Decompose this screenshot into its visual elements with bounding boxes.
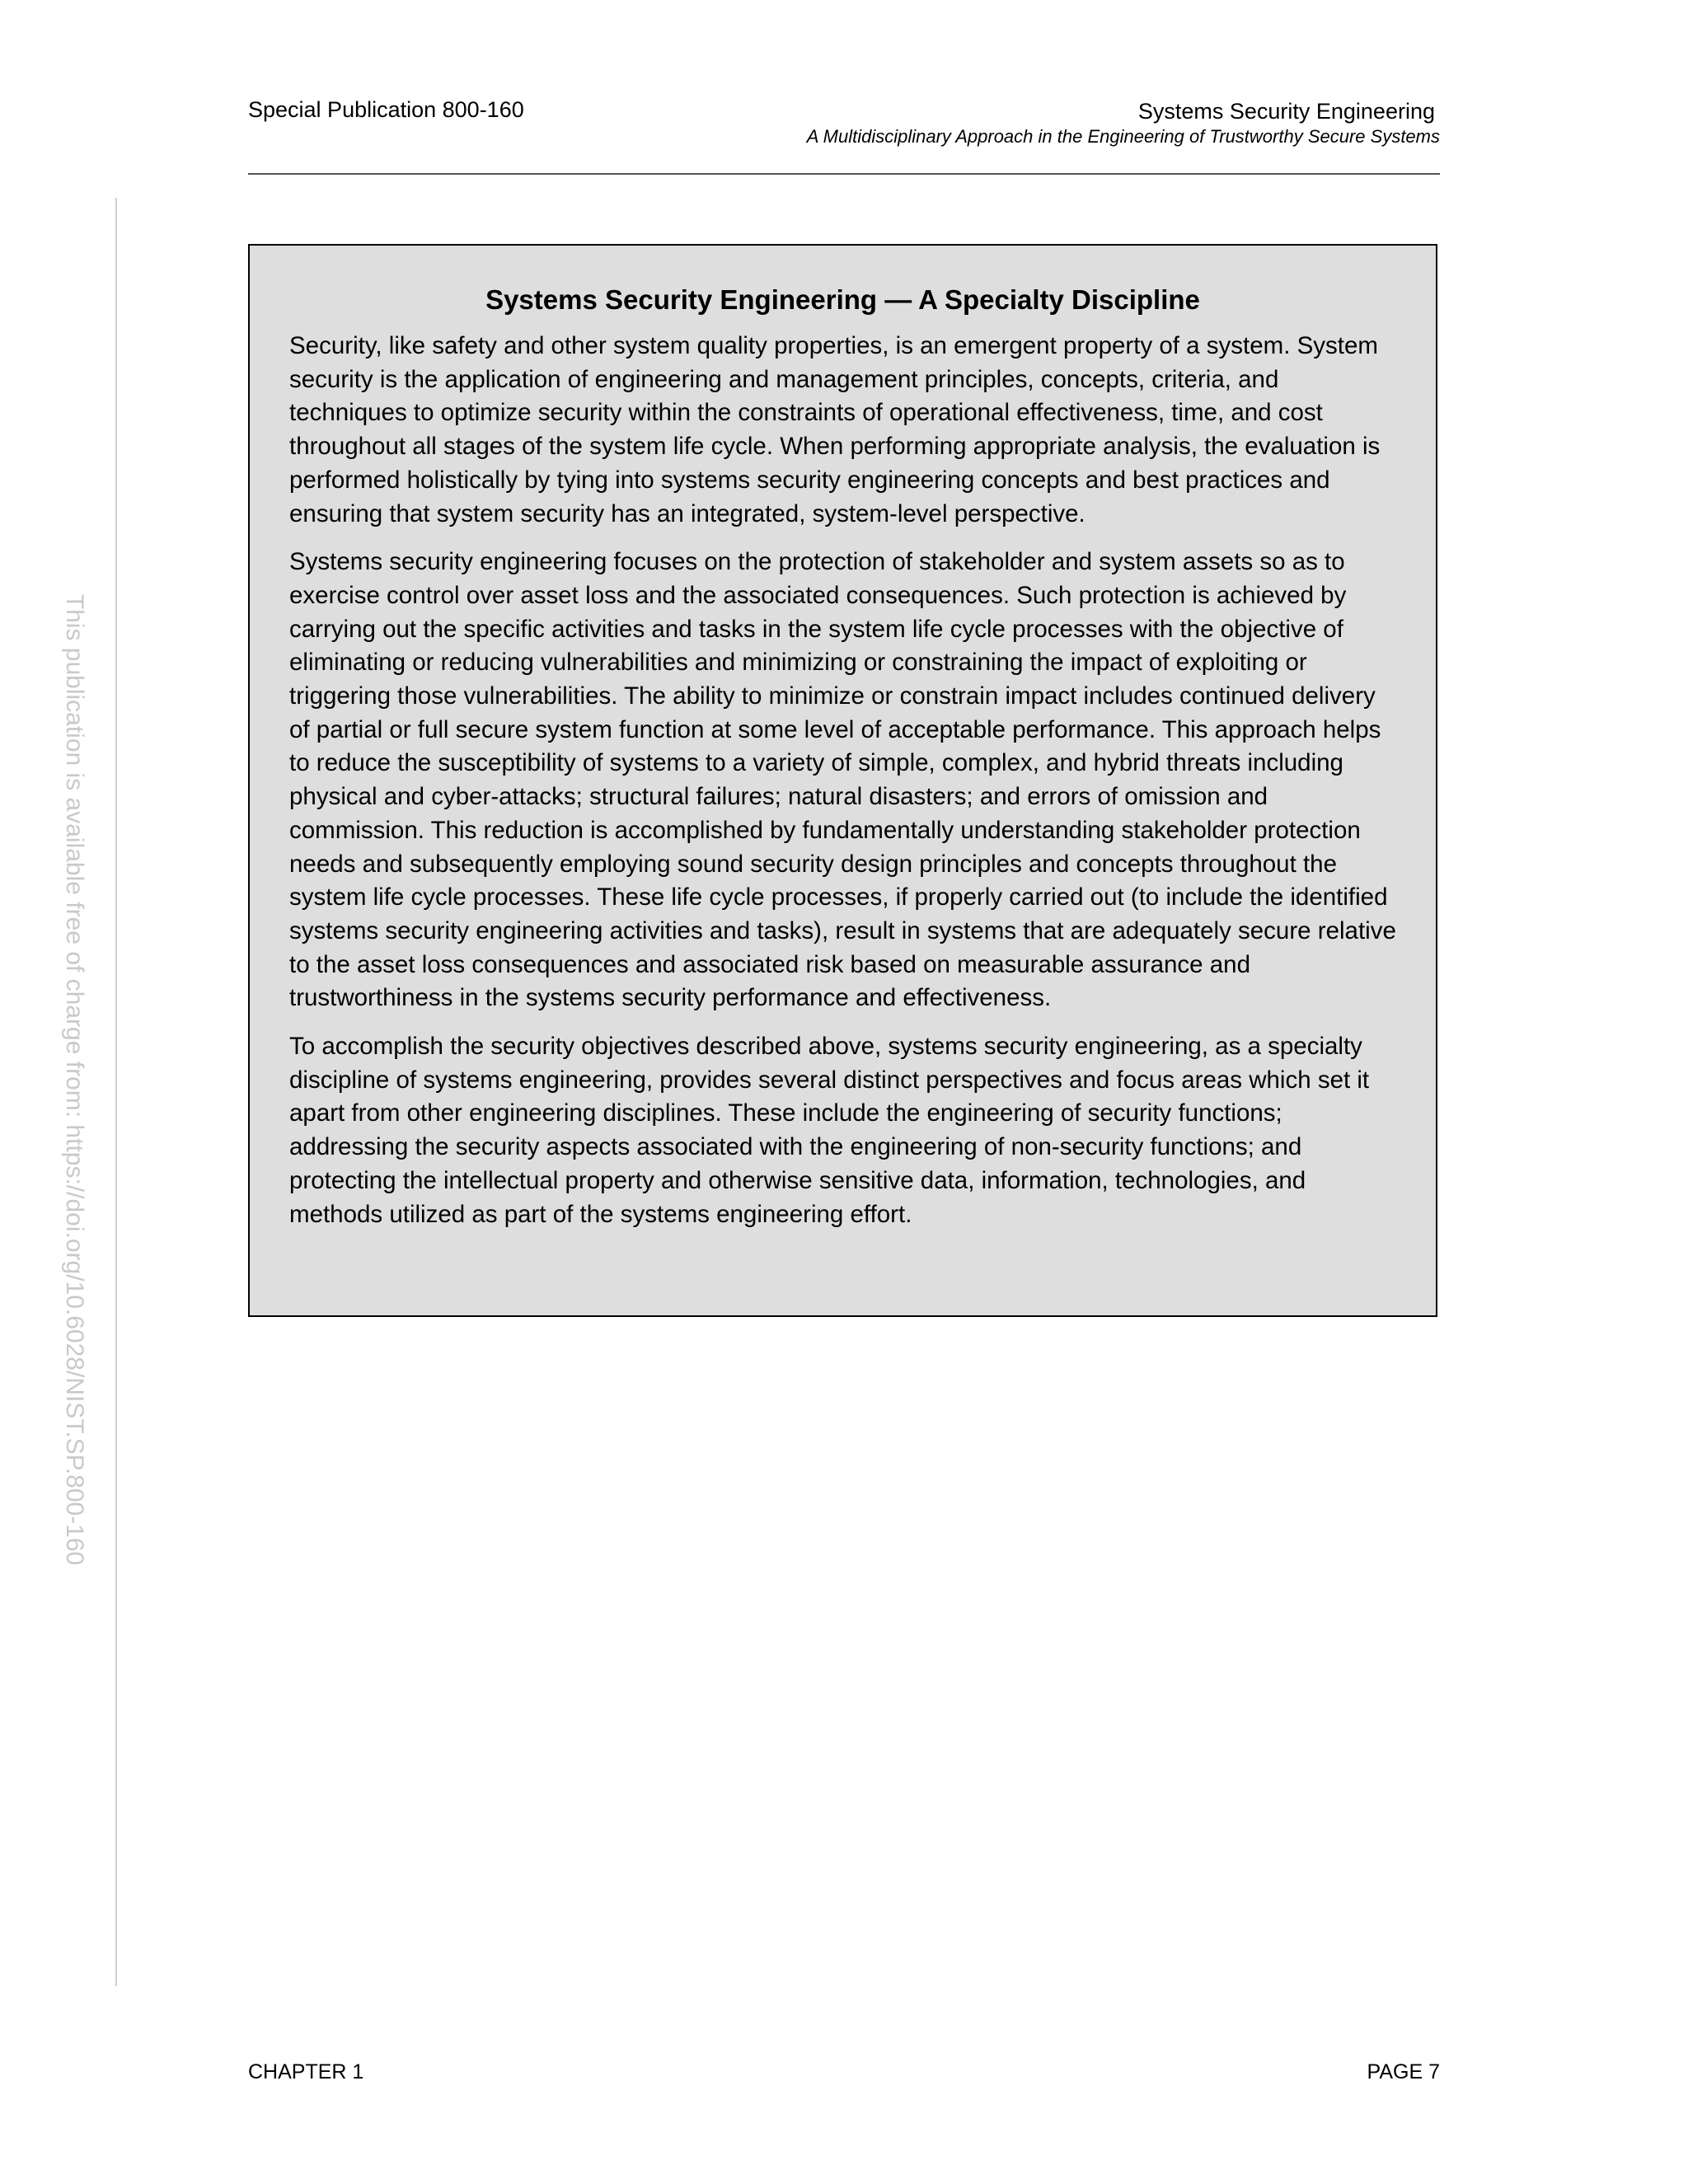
page-number: PAGE 7	[1367, 2060, 1440, 2083]
document-title: Systems Security Engineering	[1137, 99, 1435, 124]
specialty-discipline-sidebar	[248, 244, 1437, 1317]
running-header	[807, 97, 1440, 148]
header-divider	[248, 173, 1440, 175]
sidebar-paragraph: To accomplish the security objectives described above, systems security engineering, as a specialty discipline of systems engineering, provides several distinct perspectives and focus areas which set it apart from other engineering disciplines. These include the engineering of security functions; addressing the security aspects associated with the engineering of non-security functions; and protecting the intellectual property and otherwise sensitive data, information, technologies, and methods utilized as part of the systems engineering effort.	[289, 1033, 1370, 1228]
chapter-label: CHAPTER 1	[248, 2060, 364, 2083]
document-subtitle: A Multidisciplinary Approach in the Engineering of Trustworthy Secure Systems	[806, 126, 1440, 147]
sidebar-paragraph: Systems security engineering focuses on the protection of stakeholder and system assets so as to exercise control over asset loss and the associated consequences. Such protection is achieved by carrying out the specific activities and tasks in the system life cycle processes with the objective of eliminating or reducing vulnerabilities and minimizing or constraining the impact of exploiting or triggering those vulnerabilities. The ability to minimize or constrain impact includes continued delivery of partial or full secure system function at some level of acceptable performance. This approach helps to reduce the susceptibility of systems to a variety of simple, complex, and hybrid threats including physical and cyber-attacks; structural failures; natural disasters; and errors of omission and commission. This reduction is accomplished by fundamentally understanding stakeholder protection needs and subsequently employing sound security design principles and concepts throughout the system life cycle processes. These life cycle processes, if properly carried out (to include the identified systems security engineering activities and tasks), result in systems that are adequately secure relative to the asset loss consequences and associated risk based on measurable assurance and trustworthiness in the systems security performance and effectiveness.	[289, 548, 1396, 1012]
availability-watermark: This publication is available free of charge from: https://doi.org/10.6028/NIST.SP.800-160	[61, 593, 88, 1566]
sidebar-title: Systems Security Engineering — A Specialty Discipline	[485, 284, 1200, 315]
sidebar-paragraph: Security, like safety and other system quality properties, is an emergent property of a system. System security is the application of engineering and management principles, concepts, criteria, and techniques to optimize security within the constraints of operational effectiveness, time, and cost throughout all stages of the system life cycle. When performing appropriate analysis, the evaluation is performed holistically by tying into systems security engineering concepts and best practices and ensuring that system security has an integrated, system-level perspective.	[289, 332, 1381, 527]
side-margin-rule	[115, 198, 117, 1986]
publication-number: Special Publication 800-160	[248, 97, 524, 122]
